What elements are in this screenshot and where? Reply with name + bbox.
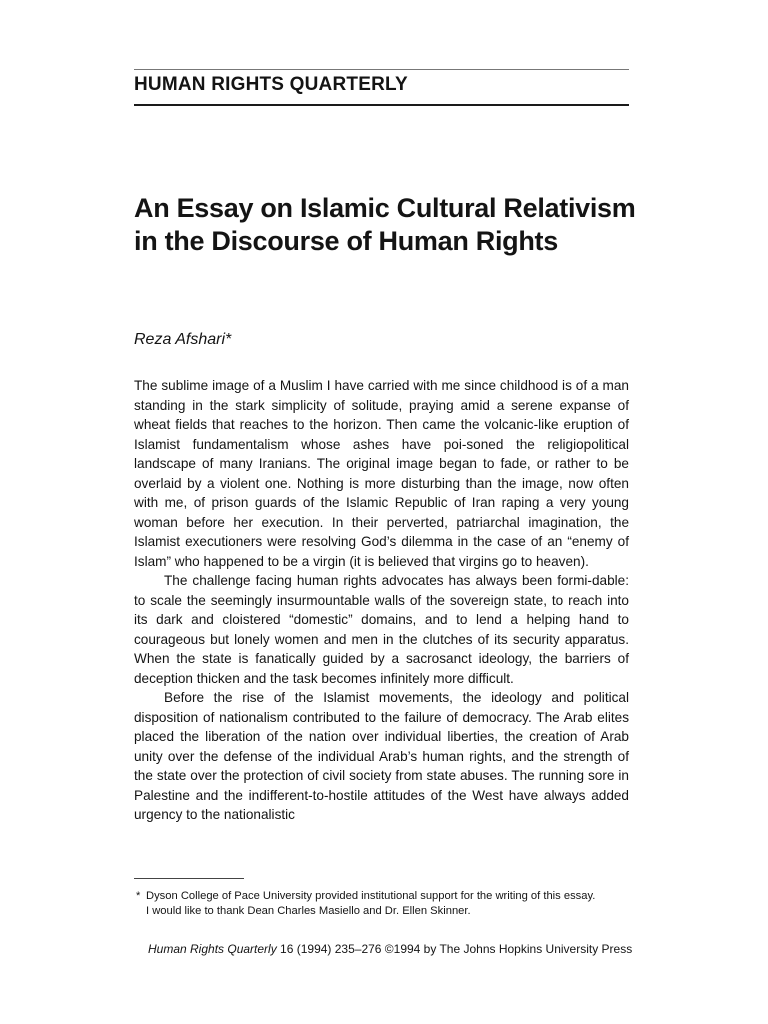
footnote-separator [134, 878, 244, 879]
journal-name: HUMAN RIGHTS QUARTERLY [134, 74, 408, 95]
body-paragraph-1: The sublime image of a Muslim I have carried with me since childhood is of a man standing in the stark simplicity of solitude, praying amid a serene expanse of wheat fields that reaches to the horizon. Then came the volcanic-like eruption of Islamist fundamentalism whose ashes have poi-soned the religiopolitical landscape of many Iranians. The original image began to fade, or rather to be overlaid by a violent one. Nothing is more disturbing than the image, now often with me, of prison guards of the Islamic Republic of Iran raping a very young woman before her execution. In their perverted, patriarchal imagination, the Islamist executioners were resolving God’s dilemma in the case of an “enemy of Islam” who happened to be a virgin (it is believed that virgins go to heaven). [134, 378, 629, 569]
author-name: Reza Afshari* [134, 331, 232, 348]
header-top-rule [134, 69, 629, 70]
footnote-marker: * [136, 890, 141, 902]
footnote-line-2: I would like to thank Dean Charles Masiello and Dr. Ellen Skinner. [146, 905, 471, 917]
citation-line [148, 942, 633, 956]
citation-details: 16 (1994) 235–276 ©1994 by The Johns Hopkins University Press [276, 942, 633, 956]
footnote-line-1: Dyson College of Pace University provided institutional support for the writing of this essay. [146, 890, 596, 902]
body-paragraph-2: The challenge facing human rights advocates has always been formi-dable: to scale the seemingly insurmountable walls of the sovereign state, to reach into its dark and cloistered “domestic” domains, and to lend a helping hand to courageous but lonely women and men in the clutches of its security apparatus. When the state is fanatically guided by a sacrosanct ideology, the barriers of deception thicken and the task becomes infinitely more difficult. [134, 573, 629, 686]
body-paragraph-3: Before the rise of the Islamist movements, the ideology and political disposition of nationalism contributed to the failure of democracy. The Arab elites placed the liberation of the nation over individual liberties, the creation of Arab unity over the defense of the individual Arab’s human rights, and the strength of the state over the protection of civil society from state abuses. The running sore in Palestine and the indifferent-to-hostile attitudes of the West have always added urgency to the nationalistic [134, 690, 629, 822]
footnote [136, 889, 636, 919]
article-title-line-1: An Essay on Islamic Cultural Relativism [134, 193, 636, 223]
article-title [134, 192, 654, 258]
header-bottom-rule [134, 104, 629, 106]
article-title-line-2: in the Discourse of Human Rights [134, 226, 558, 256]
article-body [134, 376, 629, 825]
citation-journal: Human Rights Quarterly [148, 942, 277, 956]
